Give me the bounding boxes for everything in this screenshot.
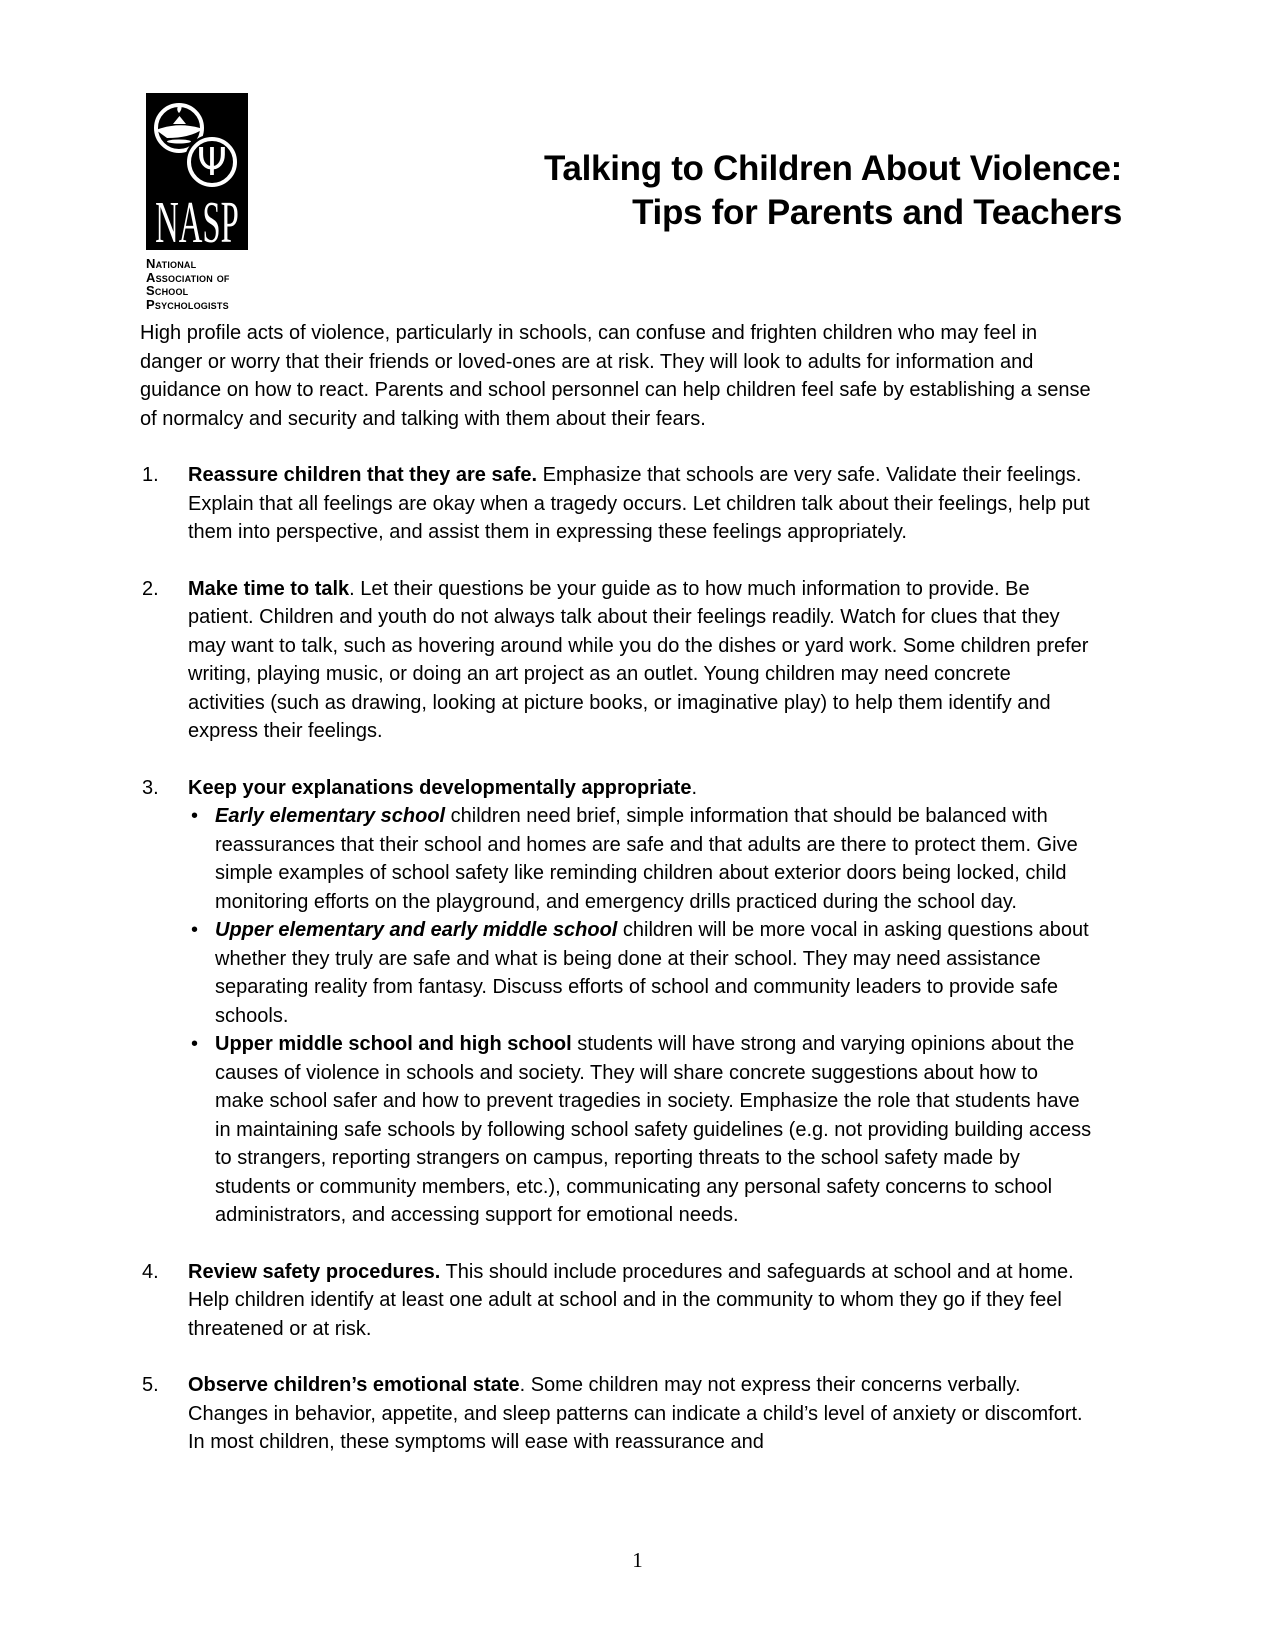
list-item-3 <box>140 774 1092 1230</box>
list-item-4 <box>140 1258 1092 1344</box>
nasp-logo-graphic <box>146 93 248 250</box>
list-item-5 <box>140 1371 1092 1457</box>
list-item-text <box>188 1371 1092 1457</box>
list-item-number: 4. <box>142 1260 159 1283</box>
list-item-lead: Review safety procedures. <box>188 1260 441 1283</box>
list-item-body: . Let their questions be your guide as to how much information to provide. Be patient. Children and youth do not always talk about their feelings readily. Watch for clues that they may want to talk, such as hovering around while you do the dishes or yard work. Some children prefer writing, playing music, or doing an art project as an outlet. Young children may need concrete activities (such as drawing, looking at picture books, or imaginative play) to help them identify and express their feelings. <box>188 577 1089 742</box>
list-item-lead: Keep your explanations developmentally appropriate <box>188 776 692 799</box>
list-item-2 <box>140 575 1092 746</box>
bullet-list <box>188 802 1092 1230</box>
bullet-body: students will have strong and varying opinions about the causes of violence in schools and society. They will share concrete suggestions about how to make school safer and how to prevent tragedies in society. Emphasize the role that students have in maintaining safe schools by following school safety guidelines (e.g. not providing building access to strangers, reporting strangers on campus, reporting threats to the school safety made by students or community members, etc.), communicating any personal safety concerns to school administrators, and accessing support for emotional needs. <box>215 1033 1092 1226</box>
bullet-icon: • <box>191 805 199 827</box>
list-item-lead: Make time to talk <box>188 577 350 600</box>
list-item-body: This should include procedures and safeguards at school and at home. Help children identify at least one adult at school and in the community to whom they go if they feel threatened or at risk. <box>188 1260 1074 1340</box>
page-number: 1 <box>632 1548 643 1572</box>
list-item-number: 3. <box>142 776 159 799</box>
nasp-logo <box>146 93 248 255</box>
list-item-number: 2. <box>142 577 159 600</box>
bullet-body: children will be more vocal in asking questions about whether they truly are safe and what is being done at their school. They may need assistance separating reality from fantasy. Discuss efforts of school and community leaders to provide safe schools. <box>215 919 1089 1027</box>
bullet-lead: Early elementary school <box>215 805 446 827</box>
bullet-body: children need brief, simple information that should be balanced with reassurances that their school and homes are safe and that adults are there to protect them. Give simple examples of school safety like reminding children about exterior doors being locked, child monitoring efforts on the playground, and emergency drills practiced during the school day. <box>215 805 1078 913</box>
list-item-text <box>188 461 1092 547</box>
bullet-item-upper-elementary <box>188 916 1092 1030</box>
bullet-item-early-elementary <box>188 802 1092 916</box>
page-title-line2: Tips for Parents and Teachers <box>632 193 1122 232</box>
document-body <box>140 319 1092 1457</box>
list-item-text <box>188 774 1092 803</box>
list-item-body: . <box>691 776 698 799</box>
org-name <box>146 257 230 311</box>
org-name-line: Association of <box>146 269 230 285</box>
list-item-body: Emphasize that schools are very safe. Validate their feelings. Explain that all feelings are okay when a tragedy occurs. Let children talk about their feelings, help put them into perspective, and assist them in expressing these feelings appropriately. <box>188 464 1090 543</box>
page-title-line1: Talking to Children About Violence: <box>543 149 1122 188</box>
page-title <box>544 147 1122 235</box>
svg-text:Ψ: Ψ <box>197 140 227 184</box>
list-item-text <box>188 575 1092 746</box>
org-name-line: National <box>146 256 197 271</box>
list-item-number: 5. <box>142 1374 159 1396</box>
org-name-line: Psychologists <box>146 296 229 312</box>
list-item-1 <box>140 461 1092 547</box>
bullet-icon: • <box>191 919 199 941</box>
bullet-item-upper-middle-high <box>188 1030 1092 1230</box>
list-item-body: . Some children may not express their concerns verbally. Changes in behavior, appetite, and sleep patterns can indicate a child’s level of anxiety or discomfort. In most children, these symptoms will ease with reassurance and <box>188 1374 1083 1453</box>
list-item-lead: Observe children’s emotional state <box>188 1374 520 1396</box>
nasp-acronym: NASP <box>155 189 239 250</box>
list-item-number: 1. <box>142 464 159 486</box>
intro-paragraph: High profile acts of violence, particularly in schools, can confuse and frighten children who may feel in danger or worry that their friends or loved-ones are at risk. They will look to adults for information and guidance on how to react. Parents and school personnel can help children feel safe by establishing a sense of normalcy and security and talking with them about their fears. <box>140 322 1091 430</box>
org-name-line: School <box>146 283 189 298</box>
bullet-lead: Upper middle school and high school <box>215 1033 572 1055</box>
list-item-text <box>188 1258 1092 1344</box>
bullet-lead: Upper elementary and early middle school <box>215 919 618 941</box>
list-item-lead: Reassure children that they are safe. <box>188 464 538 486</box>
bullet-icon: • <box>191 1033 199 1055</box>
